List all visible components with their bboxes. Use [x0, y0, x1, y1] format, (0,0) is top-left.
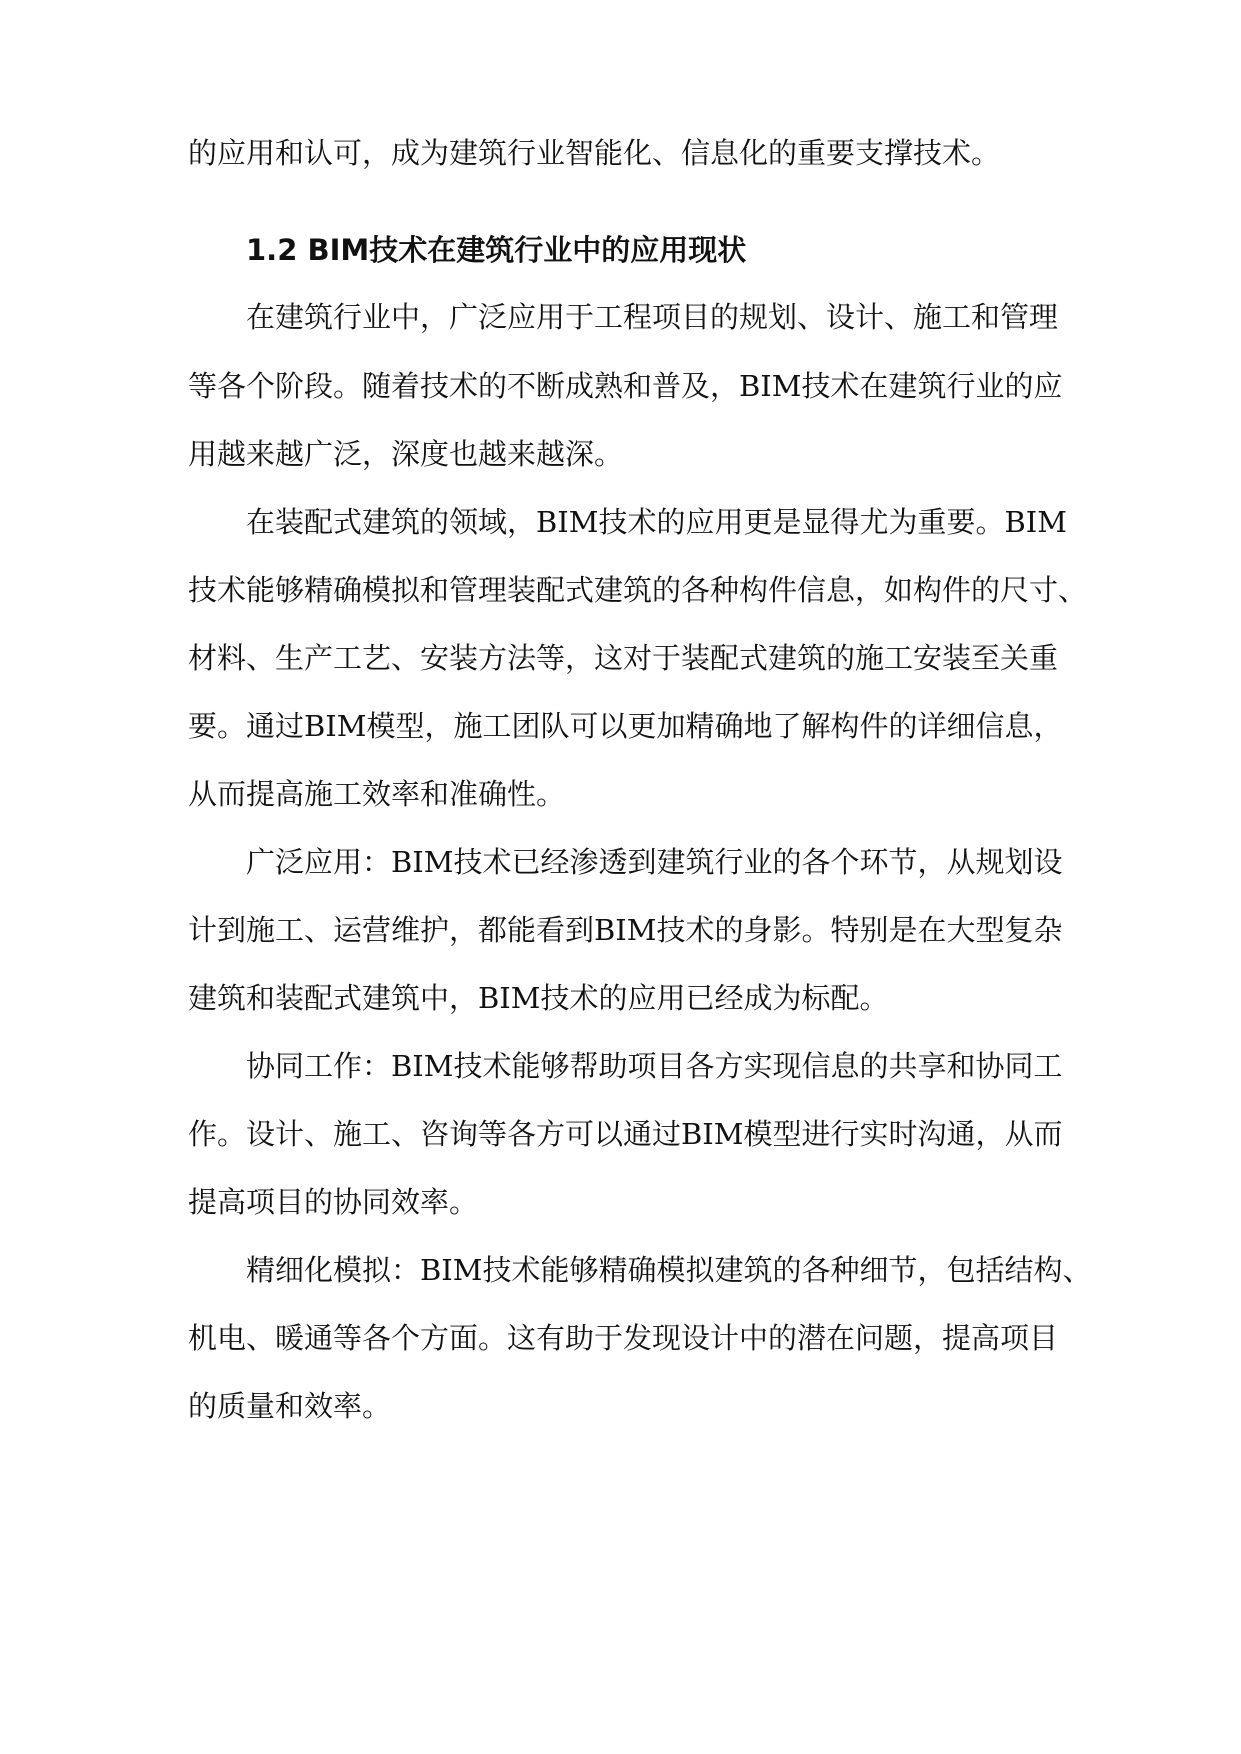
paragraph-line: 精细化模拟：BIM技术能够精确模拟建筑的各种细节，包括结构、 [246, 1253, 1092, 1287]
paragraph-line: 作。设计、施工、咨询等各方可以通过BIM模型进行实时沟通，从而 [188, 1117, 1063, 1151]
paragraph-line: 材料、生产工艺、安装方法等，这对于装配式建筑的施工安装至关重 [188, 641, 1059, 675]
paragraph-line: 机电、暖通等各个方面。这有助于发现设计中的潜在问题，提高项目 [188, 1321, 1059, 1355]
paragraph-line: 协同工作：BIM技术能够帮助项目各方实现信息的共享和协同工 [246, 1049, 1063, 1083]
paragraph-line: 提高项目的协同效率。 [188, 1185, 479, 1219]
paragraph-line: 要。通过BIM模型，施工团队可以更加精确地了解构件的详细信息， [188, 709, 1063, 743]
paragraph-line: 在装配式建筑的领域，BIM技术的应用更是显得尤为重要。BIM [246, 505, 1067, 539]
paragraph-line: 从而提高施工效率和准确性。 [188, 777, 566, 811]
section-heading: 1.2 BIM技术在建筑行业中的应用现状 [246, 233, 747, 267]
paragraph-line: 的质量和效率。 [188, 1389, 392, 1423]
paragraph-line: 建筑和装配式建筑中，BIM技术的应用已经成为标配。 [188, 981, 889, 1015]
paragraph-line: 技术能够精确模拟和管理装配式建筑的各种构件信息，如构件的尺寸、 [188, 573, 1088, 607]
paragraph-line: 在建筑行业中，广泛应用于工程项目的规划、设计、施工和管理 [246, 300, 1059, 334]
paragraph-line: 广泛应用：BIM技术已经渗透到建筑行业的各个环节，从规划设 [246, 845, 1063, 879]
paragraph-continuation-line: 的应用和认可，成为建筑行业智能化、信息化的重要支撑技术。 [188, 136, 1001, 170]
paragraph-line: 等各个阶段。随着技术的不断成熟和普及，BIM技术在建筑行业的应 [188, 369, 1063, 403]
paragraph-line: 用越来越广泛，深度也越来越深。 [188, 437, 624, 471]
paragraph-line: 计到施工、运营维护，都能看到BIM技术的身影。特别是在大型复杂 [188, 913, 1063, 947]
